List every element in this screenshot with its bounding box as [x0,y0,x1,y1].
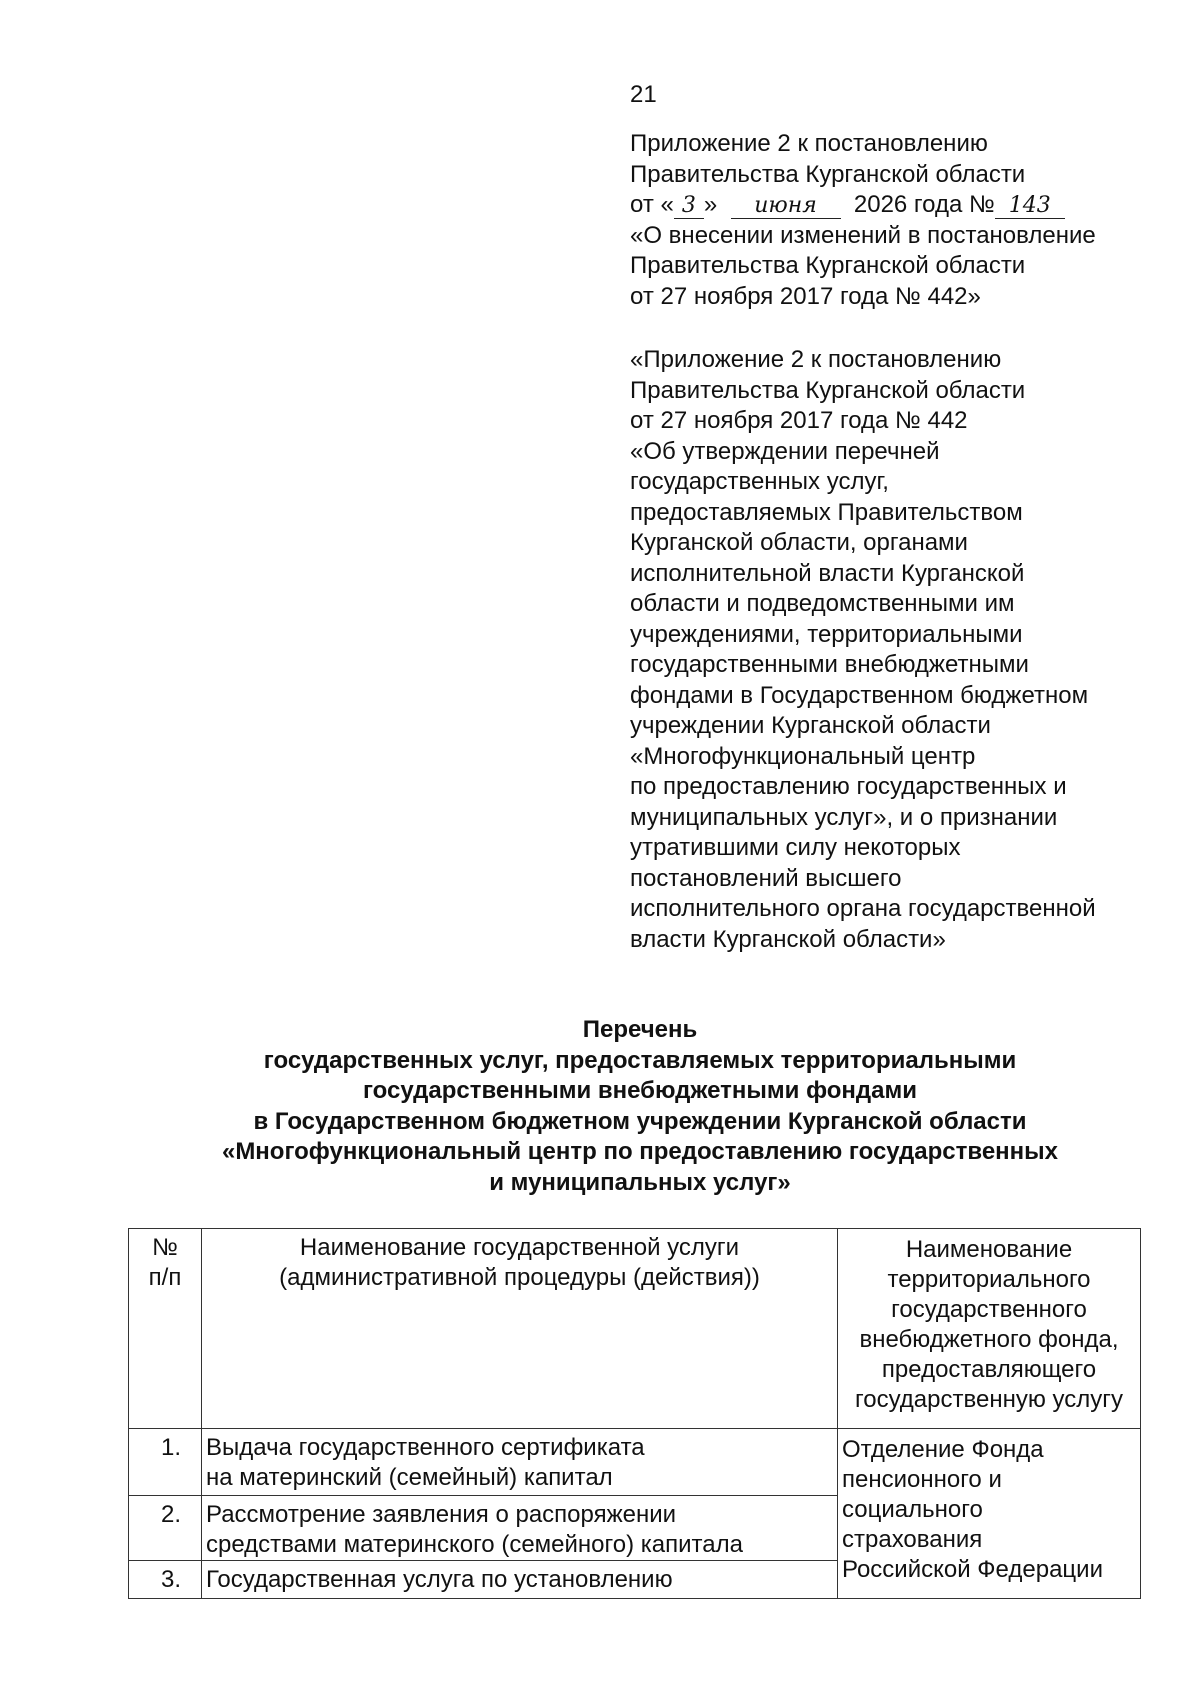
header-fund-cell [838,1229,1141,1429]
appendix-line: Приложение 2 к постановлению [630,130,988,157]
header-name-label: (административной процедуры (действия)) [279,1264,760,1291]
table-header-row [129,1229,1141,1429]
year-text: 2026 года № [853,191,995,218]
header-name-cell [202,1229,838,1429]
services-table [128,1228,1141,1599]
header-num-cell [129,1229,202,1429]
header-fund-label: государственного [891,1296,1087,1323]
date-prefix: от « [630,191,674,218]
original-header-line: исполнительной власти Курганской [630,559,1025,587]
header-fund-label: государственную услугу [855,1386,1123,1413]
title-line: Перечень [582,1016,698,1043]
appendix-date-line [630,190,1170,221]
original-header-line: фондами в Государственном бюджетном [630,681,1089,709]
table-row [129,1429,1141,1496]
document-title [120,1015,1160,1198]
fund-name-line: страхования [842,1526,983,1553]
original-header-line: «Об утверждении перечней [630,437,940,465]
original-header-line: муниципальных услуг», и о признании [630,803,1058,831]
row-service-name [202,1561,838,1599]
appendix-line: «О внесении изменений в постановление [630,221,1096,249]
appendix-line: Правительства Курганской области [630,252,1026,279]
fund-name-line: пенсионного и [842,1466,1002,1493]
header-fund-label: внебюджетного фонда, [859,1326,1119,1353]
row-service-name [202,1496,838,1561]
service-name-line: средствами материнского (семейного) капитала [206,1531,743,1558]
service-name-line: Государственная услуга по установлению [206,1566,673,1593]
header-fund-label: Наименование [905,1236,1073,1263]
original-header-line: утратившими силу некоторых [630,834,961,861]
appendix-header [630,129,1170,312]
service-name-line: Выдача государственного сертификата [206,1434,645,1461]
row-number: 3. [129,1561,202,1599]
original-header-line: постановлений высшего [630,864,902,892]
header-name-label: Наименование государственной услуги [299,1234,740,1261]
day-close: » [703,191,718,218]
appendix-line: от 27 ноября 2017 года № 442» [630,282,981,310]
original-header-line: исполнительного органа государственной [630,895,1096,922]
header-num-label: п/п [148,1264,182,1291]
original-header-line: предоставляемых Правительством [630,498,1023,526]
original-header-line: учреждениями, территориальными [630,620,1023,648]
header-fund-label: территориального [887,1266,1091,1293]
fund-name-line: Российской Федерации [842,1556,1103,1583]
title-line: «Многофункциональный центр по предоставлению государственных [221,1138,1059,1165]
fund-name-line: Отделение Фонда [842,1436,1044,1463]
title-line: и муниципальных услуг» [489,1168,791,1196]
original-header-line: по предоставлению государственных и [630,773,1067,800]
handwritten-number: 143 [995,194,1065,219]
title-line: в Государственном бюджетном учреждении Курганской области [253,1107,1027,1135]
appendix-line: Правительства Курганской области [630,160,1026,188]
row-number: 1. [129,1429,202,1496]
original-header-line: «Приложение 2 к постановлению [630,346,1002,373]
header-fund-label: предоставляющего [881,1356,1097,1383]
original-header [630,345,1170,955]
original-header-line: от 27 ноября 2017 года № 442 [630,407,968,434]
original-header-line: области и подведомственными им [630,590,1015,617]
service-name-line: на материнский (семейный) капитал [206,1464,613,1491]
original-header-line: «Многофункциональный центр [630,742,976,770]
service-name-line: Рассмотрение заявления о распоряжении [206,1501,677,1528]
original-header-line: власти Курганской области» [630,925,946,953]
original-header-line: Курганской области, органами [630,529,968,556]
page-number: 21 [630,81,657,108]
title-line: государственных услуг, предоставляемых территориальными [263,1046,1017,1074]
row-service-name [202,1429,838,1496]
title-line: государственными внебюджетными фондами [362,1077,917,1104]
handwritten-day: 3 [674,194,704,219]
handwritten-month: июня [731,194,841,219]
header-num-label: № [152,1234,178,1261]
original-header-line: учреждении Курганской области [630,712,991,739]
original-header-line: Правительства Курганской области [630,376,1026,404]
row-number: 2. [129,1496,202,1561]
original-header-line: государственных услуг, [630,468,889,495]
original-header-line: государственными внебюджетными [630,651,1029,678]
fund-name-line: социального [842,1496,983,1523]
fund-cell [838,1429,1141,1599]
